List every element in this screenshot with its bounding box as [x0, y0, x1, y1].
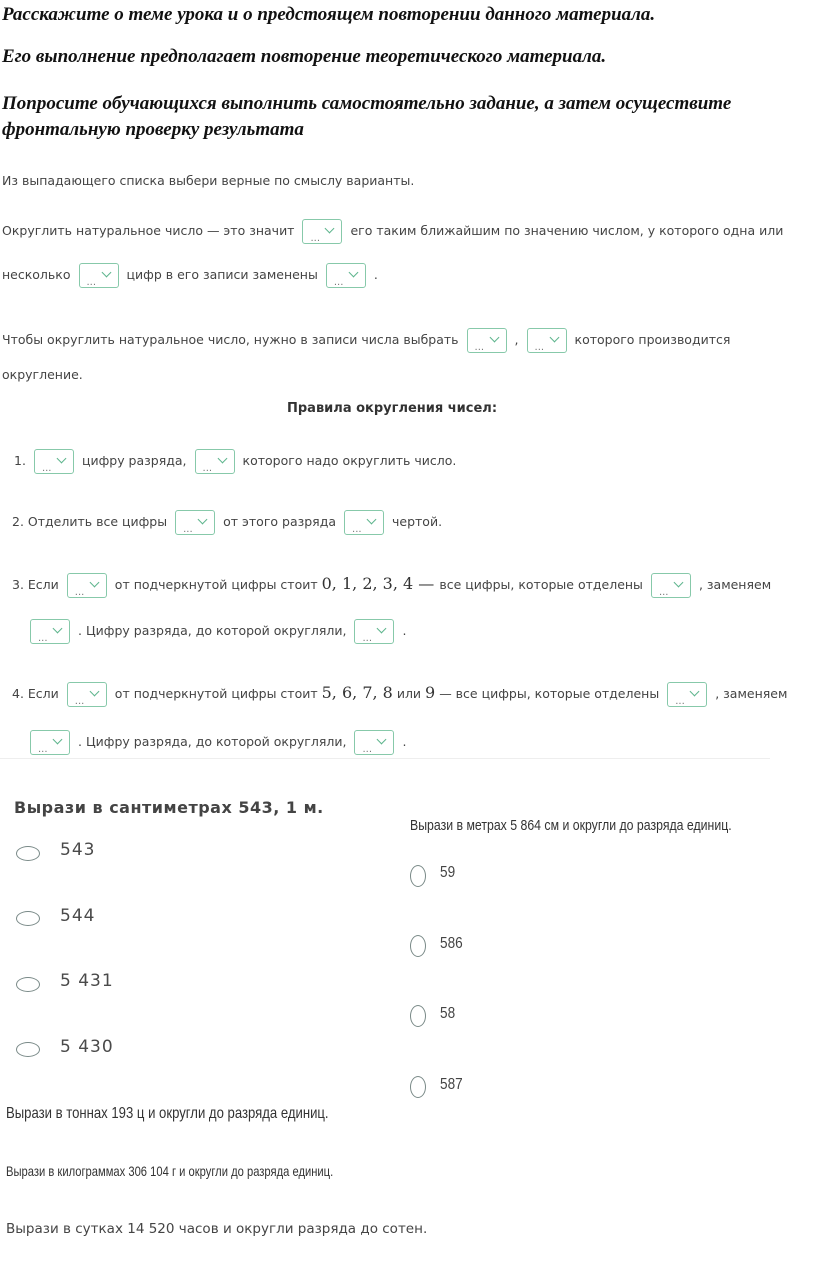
dropdown-placeholder: ... — [333, 277, 344, 288]
dropdown-placeholder: ... — [38, 744, 48, 755]
q4-title: Вырази в килограммах 306 104 г и округли до разряда единиц. — [6, 1163, 334, 1179]
q1-option-3: 5 431 — [60, 971, 114, 991]
q3-title: Вырази в тоннах 193 ц и округли до разряда единиц. — [6, 1105, 329, 1122]
rule-3-dash: — — [413, 574, 440, 593]
rule-3-line-2 — [30, 618, 406, 644]
dropdown-r1-1[interactable] — [34, 449, 74, 474]
rule-1-text-a: цифру разряда, — [81, 453, 187, 468]
rule-4-digits: 5, 6, 7, 8 — [321, 683, 393, 702]
q2-radio-1[interactable] — [410, 865, 426, 887]
q2-option-4: 587 — [440, 1076, 463, 1093]
p1-text-e: . — [373, 267, 378, 282]
dropdown-r3-4[interactable] — [354, 619, 394, 644]
q5-title: Вырази в сутках 14 520 часов и округли разряда до сотен. — [6, 1221, 428, 1237]
rule-4-line-1 — [12, 680, 787, 707]
chevron-down-icon — [56, 454, 66, 464]
q2-title: Вырази в метрах 5 864 см и округли до разряда единиц. — [410, 817, 732, 834]
rule-1 — [14, 448, 456, 474]
q1-radio-3[interactable] — [16, 977, 40, 992]
section-divider — [0, 758, 770, 759]
rule-4-text-f: . — [402, 734, 407, 749]
dropdown-r3-2[interactable] — [651, 573, 691, 598]
chevron-down-icon — [89, 578, 99, 588]
rules-title: Правила округления чисел: — [287, 401, 498, 416]
task-instruction: Из выпадающего списка выбери верные по смыслу варианты. — [2, 173, 415, 188]
dropdown-placeholder: ... — [310, 233, 321, 244]
q1-title: Вырази в сантиметрах 543, 1 м. — [14, 798, 324, 817]
chevron-down-icon — [325, 224, 335, 234]
dropdown-placeholder: ... — [675, 696, 685, 707]
chevron-down-icon — [377, 735, 387, 745]
rule-3-text-d: , заменяем — [698, 577, 772, 592]
chevron-down-icon — [489, 333, 499, 343]
p2-text-b: , — [514, 332, 519, 347]
dropdown-placeholder: ... — [362, 633, 373, 644]
chevron-down-icon — [348, 268, 358, 278]
q2-radio-4[interactable] — [410, 1076, 426, 1098]
rule-1-number: 1. — [14, 453, 26, 468]
dropdown-placeholder: ... — [362, 744, 373, 755]
rule-4-line-2 — [30, 729, 406, 755]
dropdown-p1-3[interactable] — [326, 263, 366, 288]
rule-3-line-1 — [12, 571, 771, 598]
rule-4-or: или — [392, 686, 426, 701]
rule-4-nine: 9 — [425, 683, 436, 702]
dropdown-placeholder: ... — [202, 463, 213, 474]
rule-2-text-c: чертой. — [392, 514, 443, 529]
dropdown-r2-1[interactable] — [175, 510, 215, 535]
chevron-down-icon — [89, 687, 99, 697]
dropdown-placeholder: ... — [658, 587, 669, 598]
dropdown-placeholder: ... — [183, 524, 193, 535]
q1-option-4: 5 430 — [60, 1037, 114, 1057]
chevron-down-icon — [101, 268, 111, 278]
paragraph-1-line-1 — [2, 218, 783, 244]
dropdown-p2-1[interactable] — [467, 328, 507, 353]
p1-text-b: его таким ближайшим по значению числом, у которого одна или — [350, 223, 784, 238]
chevron-down-icon — [673, 578, 683, 588]
dropdown-r3-1[interactable] — [67, 573, 107, 598]
rule-4-text-c: — все цифры, которые отделены — [435, 686, 660, 701]
dropdown-r4-3[interactable] — [30, 730, 70, 755]
intro-line-4: фронтальную проверку результата — [2, 119, 304, 140]
rule-3-text-f: . — [402, 623, 407, 638]
dropdown-placeholder: ... — [41, 463, 52, 474]
rule-2 — [12, 509, 442, 535]
q1-radio-2[interactable] — [16, 911, 40, 926]
dropdown-r4-4[interactable] — [354, 730, 394, 755]
dropdown-placeholder: ... — [474, 342, 485, 353]
dropdown-r3-3[interactable] — [30, 619, 70, 644]
chevron-down-icon — [367, 515, 377, 525]
chevron-down-icon — [217, 454, 227, 464]
dropdown-placeholder: ... — [86, 277, 97, 288]
intro-line-1: Расскажите о теме урока и о предстоящем повторении данного материала. — [2, 4, 656, 25]
dropdown-p1-1[interactable] — [302, 219, 342, 244]
chevron-down-icon — [377, 624, 387, 634]
paragraph-1-line-2 — [2, 262, 378, 288]
chevron-down-icon — [53, 735, 63, 745]
rule-2-text-b: от этого разряда — [223, 514, 337, 529]
p1-text-a: Округлить натуральное число — это значит — [2, 223, 295, 238]
q1-radio-4[interactable] — [16, 1042, 40, 1057]
p2-text-c: которого производится — [574, 332, 731, 347]
q1-option-1: 543 — [60, 840, 96, 860]
q1-radio-1[interactable] — [16, 846, 40, 861]
dropdown-placeholder: ... — [352, 524, 362, 535]
rule-3-digits: 0, 1, 2, 3, 4 — [321, 574, 414, 593]
chevron-down-icon — [690, 687, 700, 697]
q1-option-2: 544 — [60, 906, 96, 926]
rule-4-text-e: . Цифру разряда, до которой округляли, — [78, 734, 347, 749]
q2-option-1: 59 — [440, 864, 456, 881]
dropdown-placeholder: ... — [38, 633, 48, 644]
dropdown-placeholder: ... — [74, 696, 85, 707]
intro-line-2: Его выполнение предполагает повторение теоретического материала. — [2, 46, 607, 67]
p2-text-d: округление. — [2, 367, 83, 382]
dropdown-r4-1[interactable] — [67, 682, 107, 707]
paragraph-2-line-1 — [2, 327, 730, 353]
rule-4-text-b: от подчеркнутой цифры стоит — [114, 686, 318, 701]
p1-text-c: несколько — [2, 267, 71, 282]
rule-3-text-a: 3. Если — [12, 577, 59, 592]
rule-3-text-c: все цифры, которые отделены — [439, 577, 643, 592]
rule-4-text-a: 4. Если — [12, 686, 59, 701]
chevron-down-icon — [549, 333, 559, 343]
p2-text-a: Чтобы округлить натуральное число, нужно в записи числа выбрать — [2, 332, 459, 347]
rule-1-text-b: которого надо округлить число. — [242, 453, 457, 468]
rule-3-text-e: . Цифру разряда, до которой округляли, — [78, 623, 347, 638]
rule-4-text-d: , заменяем — [715, 686, 788, 701]
chevron-down-icon — [53, 624, 63, 634]
chevron-down-icon — [198, 515, 208, 525]
dropdown-placeholder: ... — [74, 587, 85, 598]
dropdown-r1-2[interactable] — [195, 449, 235, 474]
p1-text-d: цифр в его записи заменены — [126, 267, 318, 282]
rule-3-text-b: от подчеркнутой цифры стоит — [114, 577, 318, 592]
q2-option-3: 58 — [440, 1005, 456, 1022]
dropdown-p2-2[interactable] — [527, 328, 567, 353]
dropdown-p1-2[interactable] — [79, 263, 119, 288]
rule-2-text-a: 2. Отделить все цифры — [12, 514, 168, 529]
q2-option-2: 586 — [440, 935, 463, 952]
dropdown-r4-2[interactable] — [667, 682, 707, 707]
q2-radio-3[interactable] — [410, 1005, 426, 1027]
dropdown-r2-2[interactable] — [344, 510, 384, 535]
intro-line-3: Попросите обучающихся выполнить самостоятельно задание, а затем осуществите — [2, 93, 732, 114]
q2-radio-2[interactable] — [410, 935, 426, 957]
dropdown-placeholder: ... — [534, 342, 545, 353]
